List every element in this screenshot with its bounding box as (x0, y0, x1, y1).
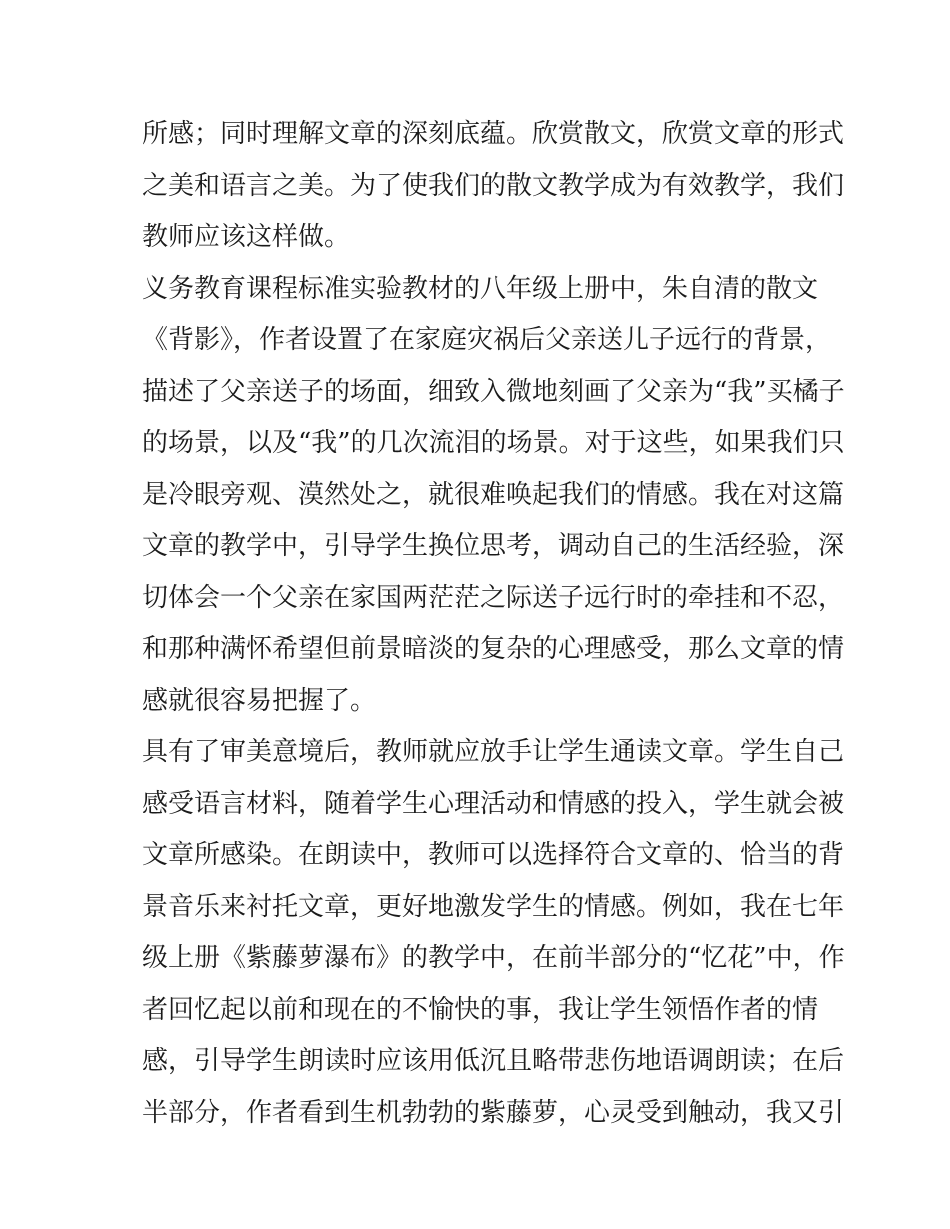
text-line: 描述了父亲送子的场面，细致入微地刻画了父亲为“我”买橘子 (142, 376, 845, 407)
text-line: 者回忆起以前和现在的不愉快的事，我让学生领悟作者的情 (142, 994, 819, 1025)
text-line: 感就很容易把握了。 (142, 685, 377, 716)
text-line: 和那种满怀希望但前景暗淡的复杂的心理感受，那么文章的情 (142, 634, 845, 664)
text-line: 文章所感染。在朗读中，教师可以选择符合文章的、恰当的背 (142, 840, 845, 870)
text-line: 是冷眼旁观、漠然处之，就很难唤起我们的情感。我在对这篇 (142, 479, 845, 510)
text-line: 的场景，以及“我”的几次流泪的场景。对于这些，如果我们只 (142, 428, 845, 458)
text-line: 感，引导学生朗读时应该用低沉且略带悲伤地语调朗读；在后 (142, 1046, 845, 1076)
text-line: 具有了审美意境后，教师就应放手让学生通读文章。学生自己 (142, 737, 845, 767)
text-line: 所感；同时理解文章的深刻底蕴。欣赏散文，欣赏文章的形式 (142, 119, 845, 149)
text-line: 景音乐来衬托文章，更好地激发学生的情感。例如，我在七年 (142, 891, 845, 922)
text-line: 教师应该这样做。 (142, 222, 351, 252)
text-line: 感受语言材料，随着学生心理活动和情感的投入，学生就会被 (142, 788, 845, 819)
text-line: 切体会一个父亲在家国两茫茫之际送子远行时的牵挂和不忍， (142, 582, 845, 613)
text-line: 半部分，作者看到生机勃勃的紫藤萝，心灵受到触动，我又引 (142, 1097, 845, 1128)
text-line: 之美和语言之美。为了使我们的散文教学成为有效教学，我们 (142, 170, 845, 201)
text-line: 文章的教学中，引导学生换位思考，调动自己的生活经验，深 (142, 531, 845, 561)
body-text (142, 109, 845, 1139)
text-line: 级上册《紫藤萝瀑布》的教学中，在前半部分的“忆花”中，作 (142, 943, 845, 973)
text-line: 义务教育课程标准实验教材的八年级上册中，朱自清的散文 (142, 273, 819, 304)
text-line: 《背影》，作者设置了在家庭灾祸后父亲送儿子远行的背景， (142, 325, 832, 355)
